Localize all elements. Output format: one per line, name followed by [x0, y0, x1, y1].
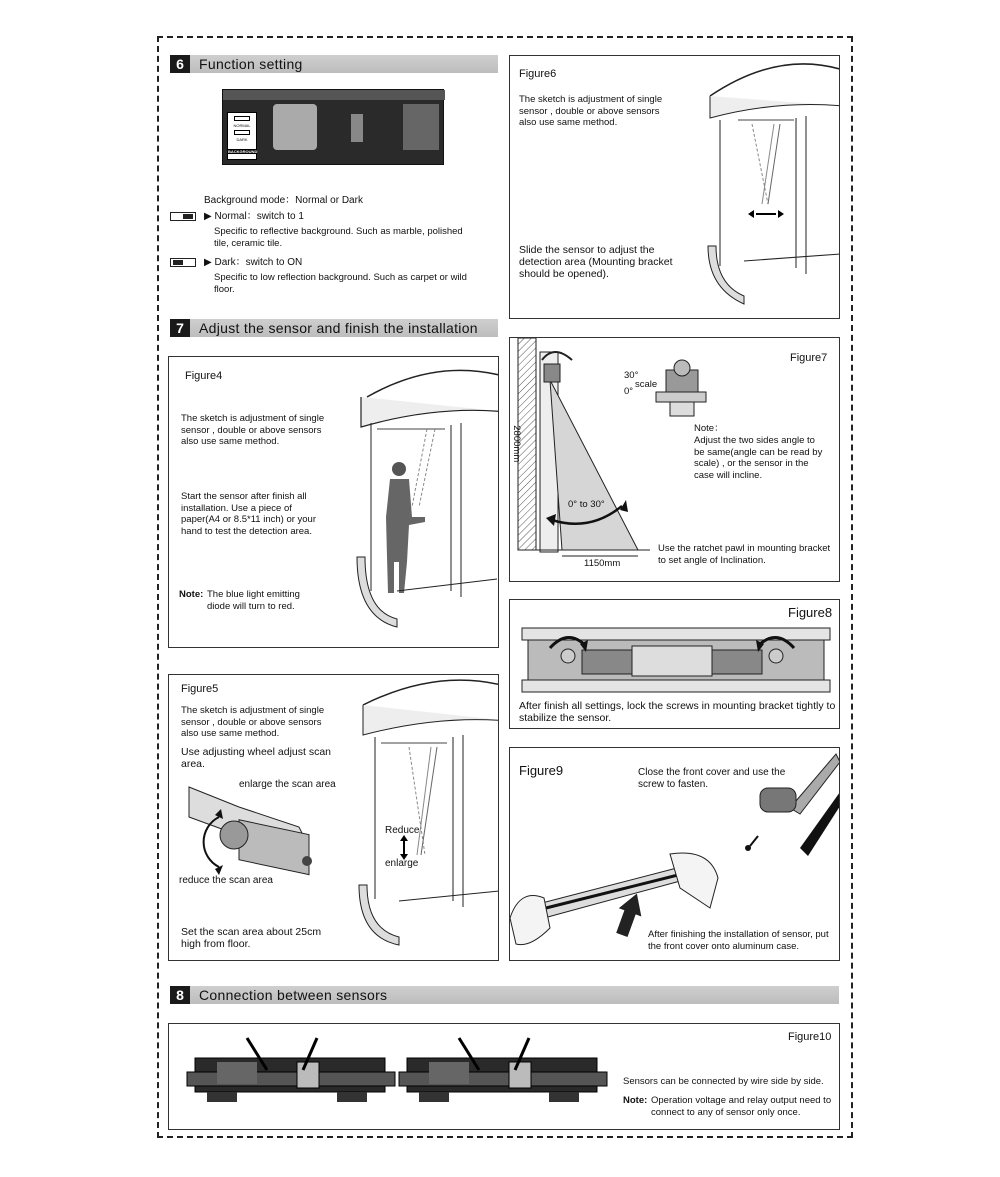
- figure5-panel: [168, 674, 499, 961]
- figure4-text2: Start the sensor after finish all installation. Use a piece of paper(A4 or 8.5*11 inch) or your hand to test the detection area.: [181, 491, 317, 537]
- figure7-note-title: Note：: [694, 423, 724, 434]
- section-number: 6: [170, 55, 190, 73]
- figure10-text1: Sensors can be connected by wire side by side.: [623, 1076, 824, 1087]
- figure4-note-label: Note:: [179, 589, 204, 600]
- figure4-label: Figure4: [185, 370, 223, 382]
- figure4-panel: [168, 356, 499, 648]
- figure6-label: Figure6: [519, 68, 557, 80]
- figure7-deg0: 0°: [624, 386, 634, 397]
- photo-label-dark: DARK: [236, 137, 248, 142]
- front-cover-screw-drawing: [750, 748, 840, 868]
- figure7-width: 1150mm: [584, 558, 621, 569]
- figure4-note-text: The blue light emitting diode will turn to red.: [207, 589, 300, 612]
- section-number: 7: [170, 319, 190, 337]
- mounting-bracket-scale-drawing: [656, 358, 726, 418]
- section-8-header: [170, 986, 839, 1004]
- figure5-reduce-scan: reduce the scan area: [179, 875, 273, 886]
- figure7-label: Figure7: [790, 352, 828, 364]
- connected-sensors-drawing: [187, 1036, 617, 1116]
- figure9-panel: [509, 747, 840, 961]
- figure7-panel: [509, 337, 840, 582]
- dark-mode-title-text: Dark：switch to ON: [214, 257, 303, 268]
- dark-mode-title: ▶ Dark：switch to ON: [204, 257, 303, 268]
- figure6-text2: Slide the sensor to adjust the detection area (Mounting bracket should be opened).: [519, 244, 673, 280]
- revolving-door-scan-drawing: [359, 675, 499, 961]
- figure7-angle: 0° to 30°: [568, 499, 605, 510]
- figure10-panel: [168, 1023, 840, 1130]
- revolving-door-slide-drawing: [708, 56, 840, 319]
- figure7-height: 2800mm: [511, 425, 523, 463]
- section-title: Function setting: [199, 56, 303, 72]
- switch-normal-icon: [170, 212, 196, 221]
- adjusting-wheel-drawing: [179, 787, 319, 877]
- figure5-enlarge-scan: enlarge the scan area: [239, 779, 336, 790]
- figure7-deg30: 30°: [624, 370, 639, 381]
- photo-label-background: BACKGROUND: [228, 149, 258, 154]
- section-7-header: [170, 319, 498, 337]
- figure8-label: Figure8: [788, 605, 833, 620]
- figure7-scale: scale: [635, 379, 658, 390]
- figure5-text2: Use adjusting wheel adjust scan area.: [181, 746, 332, 770]
- figure8-text: After finish all settings, lock the screws in mounting bracket tightly to stabilize the sensor.: [519, 700, 836, 724]
- sensor-bracket-screws-drawing: [522, 628, 834, 698]
- figure5-text3: Set the scan area about 25cm high from floor.: [181, 926, 322, 950]
- normal-mode-desc: Specific to reflective background. Such as marble, polished tile, ceramic tile.: [214, 226, 463, 249]
- background-mode-label: Background mode：Normal or Dark: [204, 195, 363, 206]
- figure6-text1: The sketch is adjustment of single sensor , double or above sensors also use same method.: [519, 94, 663, 128]
- normal-mode-title-text: Normal：switch to 1: [214, 211, 304, 222]
- figure10-note-text: Operation voltage and relay output need to connect to any of sensor only once.: [651, 1095, 832, 1118]
- dark-mode-desc: Specific to low reflection background. Such as carpet or wild floor.: [214, 272, 467, 295]
- figure5-enlarge: enlarge: [385, 858, 419, 869]
- dip-switch-photo: [222, 89, 444, 165]
- section-title: Adjust the sensor and finish the installation: [199, 320, 478, 336]
- switch-dark-icon: [170, 258, 196, 267]
- normal-mode-title: ▶ Normal：switch to 1: [204, 211, 304, 222]
- photo-label-normal: NORMAL: [233, 123, 251, 128]
- figure10-label: Figure10: [788, 1031, 832, 1043]
- figure9-label: Figure9: [519, 763, 564, 778]
- figure9-text1: Close the front cover and use the screw to fasten.: [638, 767, 786, 790]
- figure10-note-label: Note:: [623, 1095, 648, 1106]
- section-number: 8: [170, 986, 190, 1004]
- figure8-panel: [509, 599, 840, 729]
- figure5-reduce: Reduce: [385, 825, 420, 836]
- figure6-panel: [509, 55, 840, 319]
- figure4-text1: The sketch is adjustment of single sensor , double or above sensors also use same method.: [181, 413, 325, 447]
- figure9-text2: After finishing the installation of sensor, put the front cover onto aluminum case.: [648, 929, 829, 952]
- section-title: Connection between sensors: [199, 987, 388, 1003]
- figure7-note-text: Adjust the two sides angle to be same(angle can be read by scale) , or the sensor in the case will incline.: [694, 435, 823, 481]
- revolving-door-person-drawing: [357, 357, 499, 648]
- section-6-header: [170, 55, 498, 73]
- figure5-label: Figure5: [181, 683, 219, 695]
- figure7-ratchet: Use the ratchet pawl in mounting bracket to set angle of Inclination.: [658, 543, 831, 566]
- figure5-text1: The sketch is adjustment of single sensor , double or above sensors also use same method.: [181, 705, 325, 739]
